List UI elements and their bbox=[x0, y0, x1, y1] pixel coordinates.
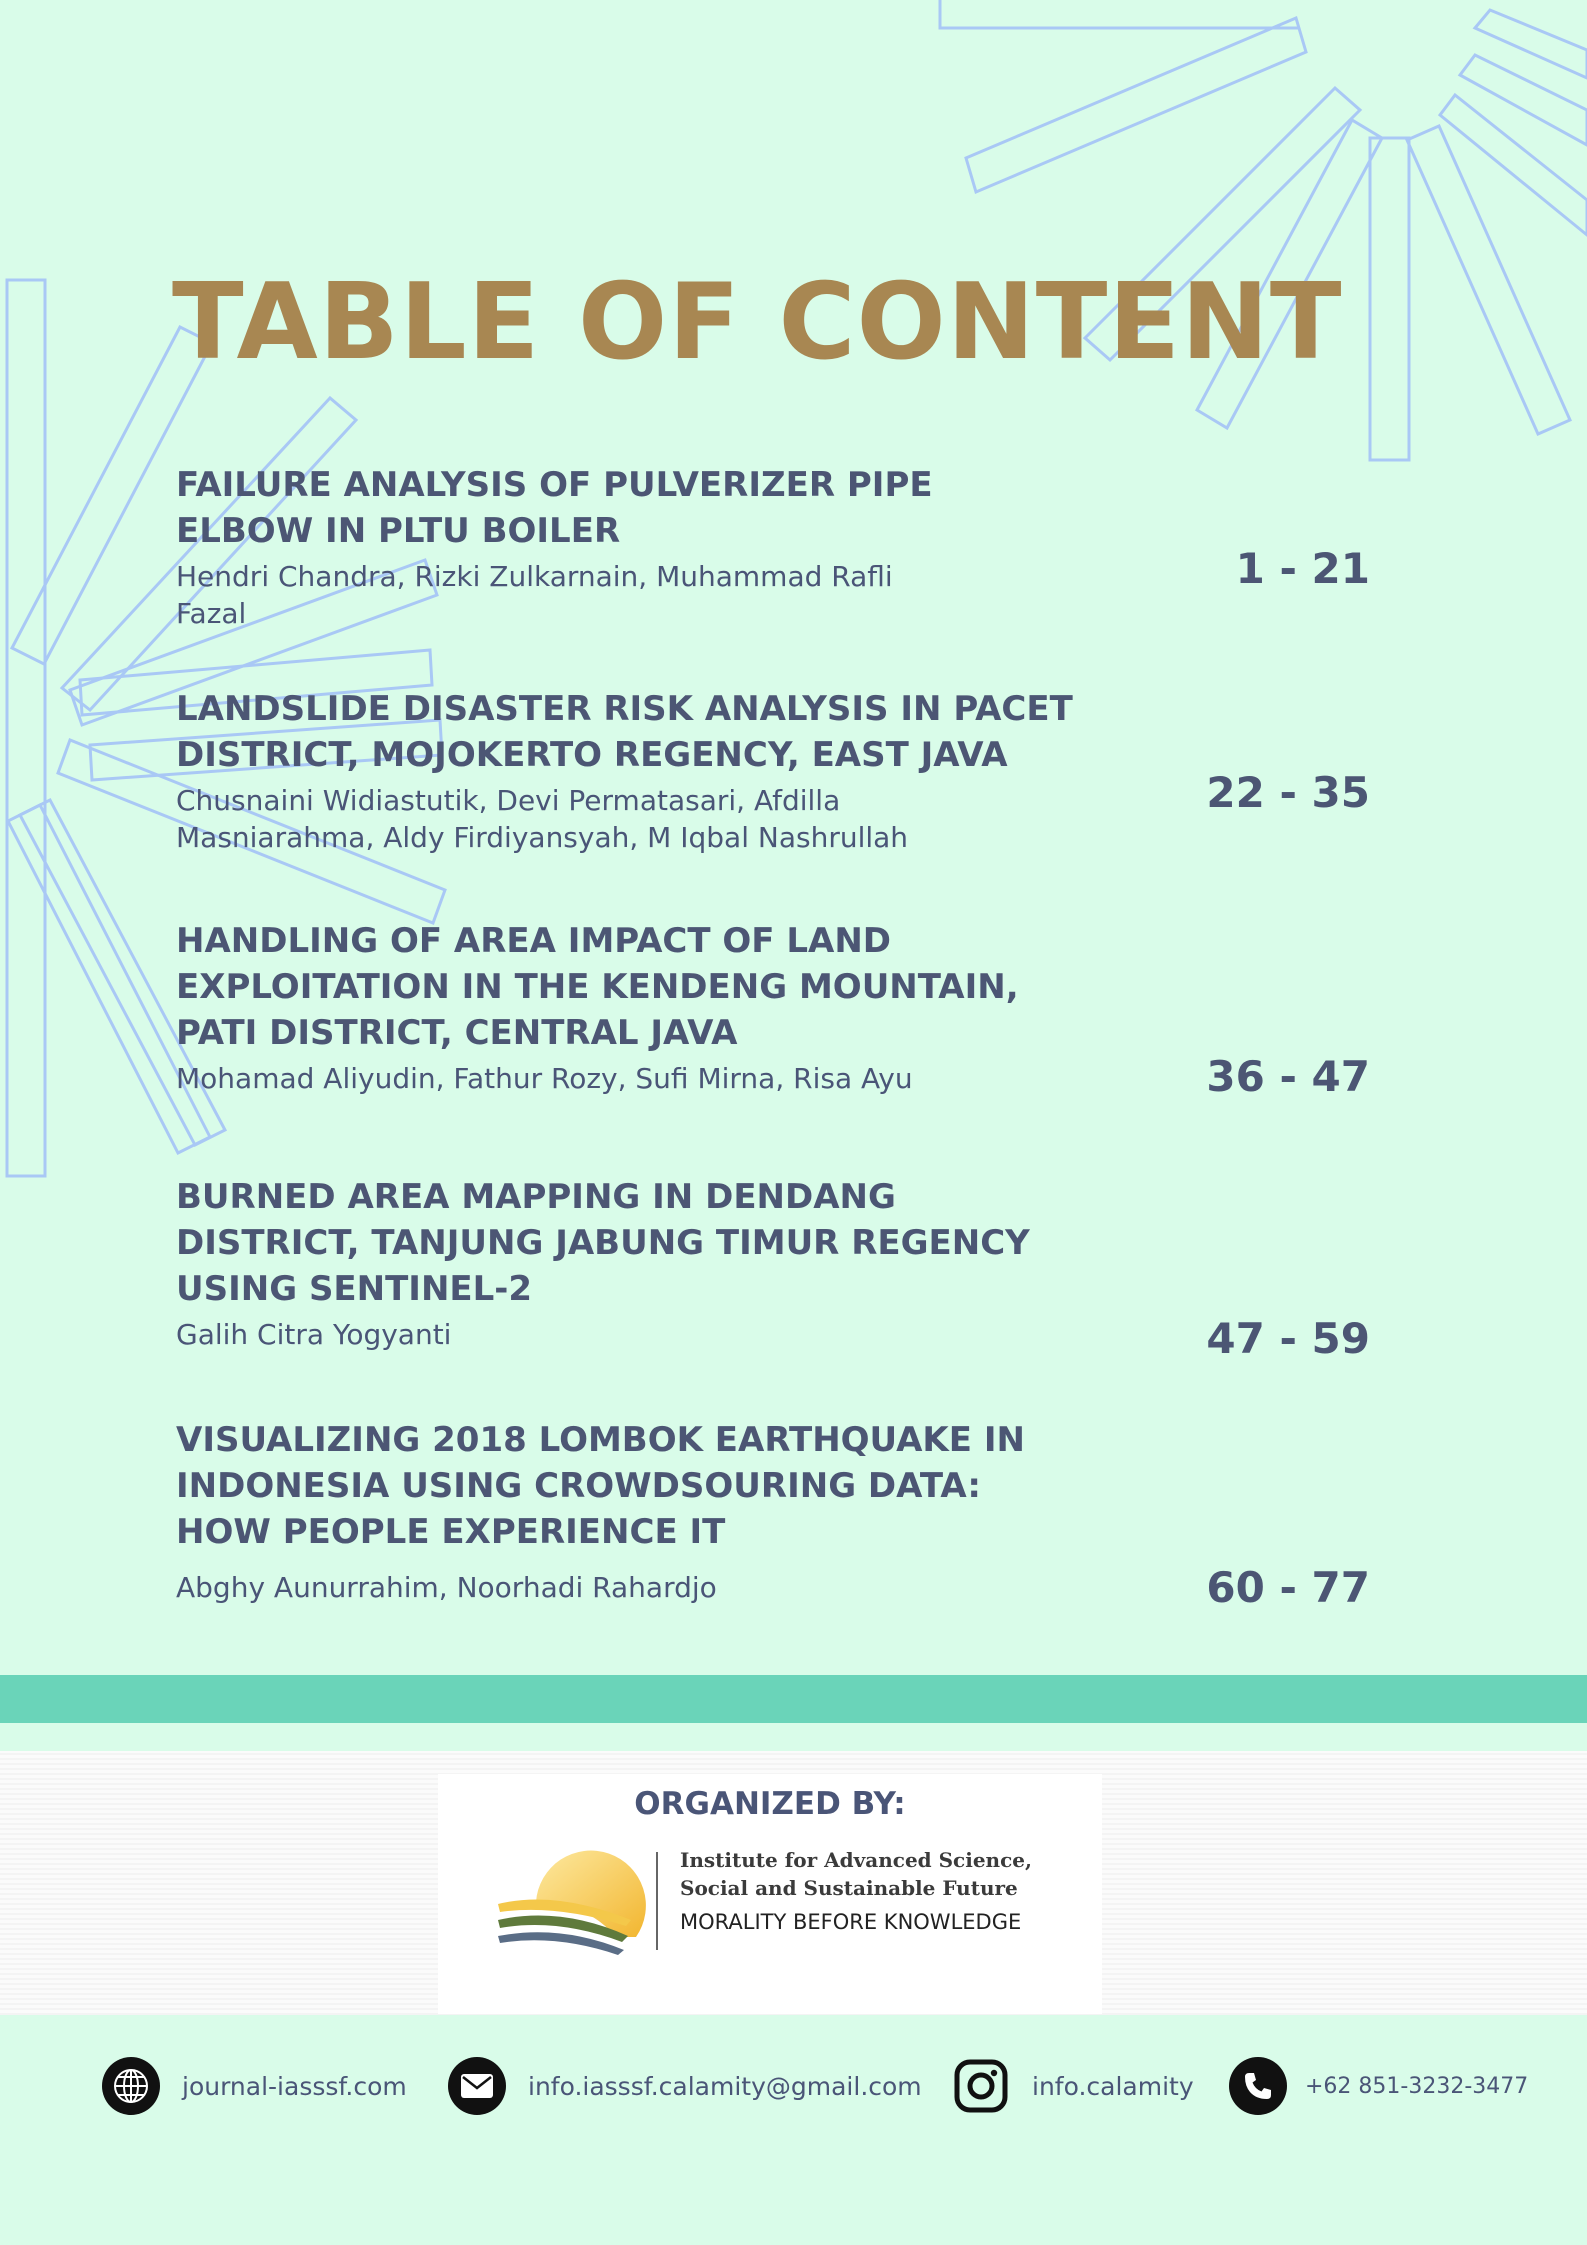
phone-number[interactable]: +62 851-3232-3477 bbox=[1305, 2073, 1529, 2099]
entry-title[interactable]: VISUALIZING 2018 LOMBOK EARTHQUAKE IN INDONESIA USING CROWDSOURING DATA: HOW PEOPLE EXPERIENCE IT bbox=[176, 1420, 1025, 1552]
entry-authors: Galih Citra Yogyanti bbox=[176, 1318, 452, 1351]
entry-authors: Chusnaini Widiastutik, Devi Permatasari, Afdilla Masniarahma, Aldy Firdiyansyah, M Iqbal Nashrullah bbox=[176, 784, 909, 854]
entry-authors: Abghy Aunurrahim, Noorhadi Rahardjo bbox=[176, 1571, 717, 1604]
toc-entry[interactable] bbox=[176, 686, 1416, 856]
organizer-heading: ORGANIZED BY: bbox=[634, 1786, 906, 1822]
email-link[interactable]: info.iasssf.calamity@gmail.com bbox=[528, 2071, 922, 2101]
website-contact[interactable] bbox=[102, 2056, 407, 2116]
organizer-tagline: MORALITY BEFORE KNOWLEDGE bbox=[680, 1910, 1022, 1934]
entry-authors: Hendri Chandra, Rizki Zulkarnain, Muhammad Rafli Fazal bbox=[176, 560, 893, 630]
entry-title[interactable]: FAILURE ANALYSIS OF PULVERIZER PIPE ELBOW IN PLTU BOILER bbox=[176, 465, 933, 551]
entry-authors: Mohamad Aliyudin, Fathur Rozy, Sufi Mirna, Risa Ayu bbox=[176, 1062, 913, 1095]
sunrise-logo-icon bbox=[496, 1842, 646, 1962]
entry-title[interactable]: HANDLING OF AREA IMPACT OF LAND EXPLOITATION IN THE KENDENG MOUNTAIN, PATI DISTRICT, CENTRAL JAVA bbox=[176, 921, 1019, 1053]
page-title: TABLE OF CONTENT bbox=[172, 261, 1343, 383]
logo-divider bbox=[656, 1852, 658, 1950]
entry-title[interactable]: BURNED AREA MAPPING IN DENDANG DISTRICT, TANJUNG JABUNG TIMUR REGENCY USING SENTINEL-2 bbox=[176, 1177, 1030, 1309]
entry-pages: 22 - 35 bbox=[1206, 768, 1370, 817]
instagram-contact[interactable] bbox=[952, 2056, 1194, 2116]
toc-entry[interactable] bbox=[176, 1417, 1416, 1612]
entry-pages: 47 - 59 bbox=[1206, 1314, 1370, 1363]
instagram-icon bbox=[952, 2057, 1010, 2115]
toc-entry[interactable] bbox=[176, 462, 1416, 632]
entry-title[interactable]: LANDSLIDE DISASTER RISK ANALYSIS IN PACET DISTRICT, MOJOKERTO REGENCY, EAST JAVA bbox=[176, 689, 1073, 775]
instagram-handle[interactable]: info.calamity bbox=[1032, 2071, 1194, 2101]
website-link[interactable]: journal-iasssf.com bbox=[182, 2071, 407, 2101]
phone-icon bbox=[1229, 2057, 1287, 2115]
globe-icon bbox=[102, 2057, 160, 2115]
entry-pages: 60 - 77 bbox=[1206, 1563, 1370, 1612]
envelope-icon bbox=[448, 2057, 506, 2115]
toc-entry[interactable] bbox=[176, 918, 1416, 1101]
toc-entry[interactable] bbox=[176, 1174, 1416, 1363]
entry-pages: 1 - 21 bbox=[1235, 544, 1370, 593]
organizer-name: Institute for Advanced Science, Social and Sustainable Future bbox=[680, 1848, 1032, 1900]
email-contact[interactable] bbox=[448, 2056, 922, 2116]
divider-band bbox=[0, 1675, 1587, 1723]
phone-contact[interactable] bbox=[1229, 2056, 1528, 2116]
entry-pages: 36 - 47 bbox=[1206, 1052, 1370, 1101]
organizer-card bbox=[438, 1774, 1102, 2014]
